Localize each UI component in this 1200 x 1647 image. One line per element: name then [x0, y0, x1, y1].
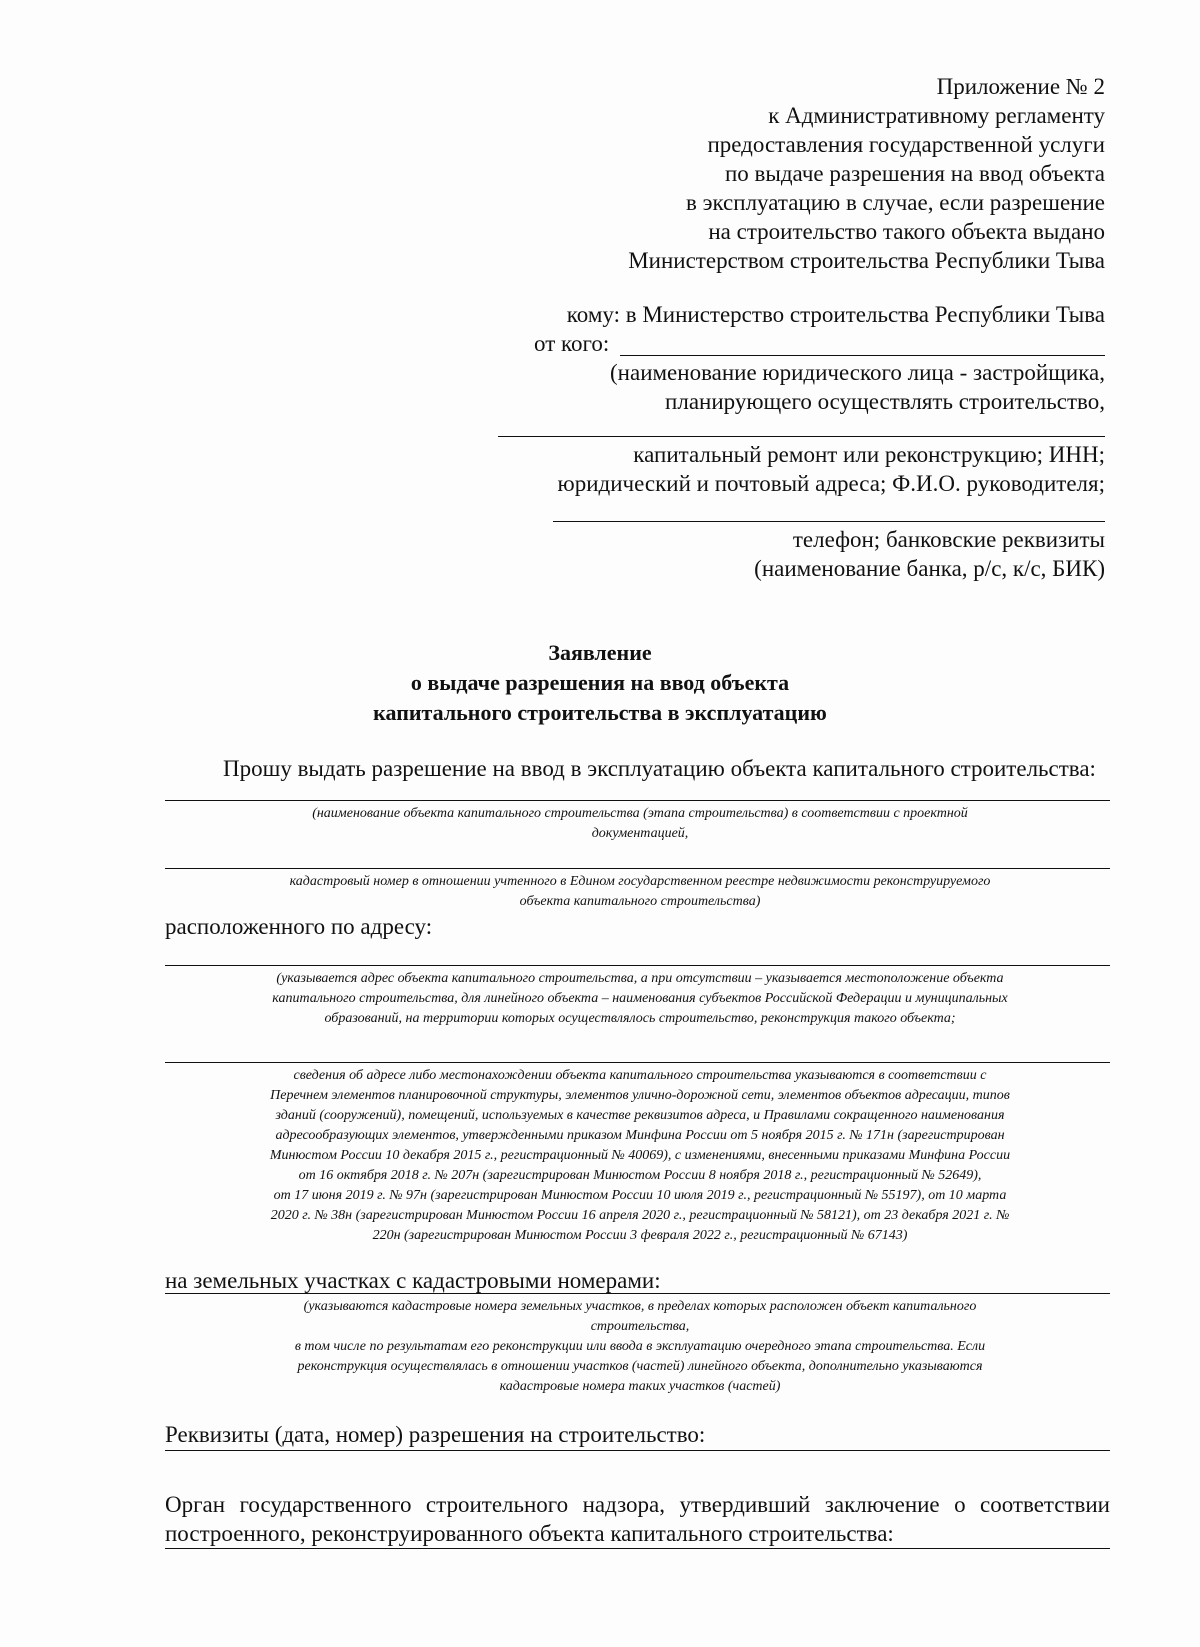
permit-label: Реквизиты (дата, номер) разрешения на строительство: [165, 1422, 706, 1447]
document-title-line: о выдаче разрешения на ввод объекта [410, 670, 790, 695]
field-caption: образований, на территории которых осуществлялось строительство, реконструкция такого объекта; [324, 1011, 956, 1026]
field-caption: документацией, [591, 826, 689, 841]
addressee-to: кому: в Министерство строительства Республики Тыва [566, 302, 1105, 327]
field-caption: объекта капитального строительства) [519, 894, 761, 909]
land-plots-field[interactable] [165, 1293, 1110, 1294]
from-label: от кого: [534, 331, 610, 356]
addressee-hint: телефон; банковские реквизиты [792, 527, 1105, 552]
organ-text-line1: Орган государственного строительного надзора, утвердивший заключение о соответствии [165, 1492, 1110, 1517]
field-caption: (наименование объекта капитального строительства (этапа строительства) в соответствии с проектной [312, 806, 968, 821]
field-caption: в том числе по результатам его реконструкции или ввода в эксплуатацию очередного этапа строительства. Если [294, 1339, 986, 1354]
field-caption: Перечнем элементов планировочной структуры, элементов улично-дорожной сети, элементов объектов адресации, типов [270, 1088, 1010, 1103]
header-line: Министерством строительства Республики Тыва [628, 248, 1105, 273]
address-details-field[interactable] [165, 1062, 1110, 1063]
field-caption: 220н (зарегистрирован Минюстом России 3 февраля 2022 г., регистрационный № 67143) [372, 1228, 908, 1243]
field-caption: от 17 июня 2019 г. № 97н (зарегистрирован Минюстом России 10 июля 2019 г., регистрационный № 55197), от 10 марта [273, 1188, 1007, 1203]
cadastral-number-field[interactable] [165, 868, 1110, 869]
addressee-field-line[interactable] [553, 521, 1105, 522]
document-title-line: капитального строительства в эксплуатацию [373, 700, 827, 725]
addressee-field-line[interactable] [498, 436, 1105, 437]
addressee-hint: (наименование юридического лица - застройщика, [610, 360, 1105, 385]
field-caption: 2020 г. № 38н (зарегистрирован Минюстом России 16 апреля 2020 г., регистрационный № 58121), от 23 декабря 2021 г. № [270, 1208, 1010, 1223]
field-caption: адресообразующих элементов, утвержденными приказом Минфина России от 5 ноября 2015 г. № 171н (зарегистрирован [275, 1128, 1005, 1143]
organ-text-line2: построенного, реконструированного объекта капитального строительства: [165, 1521, 894, 1546]
addressee-hint: юридический и почтовый адреса; Ф.И.О. руководителя; [557, 471, 1105, 496]
header-line: на строительство такого объекта выдано [708, 219, 1105, 244]
field-caption: зданий (сооружений), помещений, используемых в качестве реквизитов адреса, и Правилами сокращенного наименования [275, 1108, 1005, 1123]
header-line: по выдаче разрешения на ввод объекта [724, 161, 1105, 186]
field-caption: капитального строительства, для линейного объекта – наименования субъектов Российской Федерации и муниципальных [272, 991, 1008, 1006]
header-line: предоставления государственной услуги [707, 132, 1105, 157]
permit-field[interactable] [165, 1450, 1110, 1451]
field-caption: сведения об адресе либо местонахождении объекта капитального строительства указываются в соответствии с [293, 1068, 987, 1083]
field-caption: от 16 октября 2018 г. № 207н (зарегистрирован Минюстом России 8 ноября 2018 г., регистрационный № 52649), [298, 1168, 982, 1183]
document-title: Заявление [548, 640, 652, 665]
from-field-line[interactable] [620, 355, 1105, 356]
address-field[interactable] [165, 965, 1110, 966]
field-caption: (указывается адрес объекта капитального строительства, а при отсутствии – указывается местоположение объекта [276, 971, 1004, 986]
object-name-field[interactable] [165, 800, 1110, 801]
appendix-number: Приложение № 2 [936, 74, 1105, 99]
field-caption: кадастровый номер в отношении учтенного в Едином государственном реестре недвижимости реконструируемого [289, 874, 991, 889]
organ-field[interactable] [165, 1548, 1110, 1549]
addressee-hint: капитальный ремонт или реконструкцию; ИНН; [633, 442, 1105, 467]
located-label: расположенного по адресу: [165, 914, 433, 939]
addressee-hint: (наименование банка, р/с, к/с, БИК) [754, 556, 1105, 581]
field-caption: кадастровые номера таких участков (частей) [499, 1379, 781, 1394]
addressee-hint: планирующего осуществлять строительство, [665, 389, 1105, 414]
field-caption: Минюстом России 10 декабря 2015 г., регистрационный № 40069), с изменениями, внесенными приказами Минфина России [269, 1148, 1011, 1163]
field-caption: (указываются кадастровые номера земельных участков, в пределах которых расположен объект капитального [303, 1299, 977, 1314]
land-plots-label: на земельных участках с кадастровыми номерами: [165, 1268, 661, 1293]
header-line: в эксплуатацию в случае, если разрешение [685, 190, 1105, 215]
field-caption: строительства, [590, 1319, 690, 1334]
field-caption: реконструкция осуществлялась в отношении участков (частей) линейного объекта, дополнительно указываются [297, 1359, 983, 1374]
request-text: Прошу выдать разрешение на ввод в эксплуатацию объекта капитального строительства: [223, 756, 1096, 781]
header-line: к Административному регламенту [768, 103, 1105, 128]
